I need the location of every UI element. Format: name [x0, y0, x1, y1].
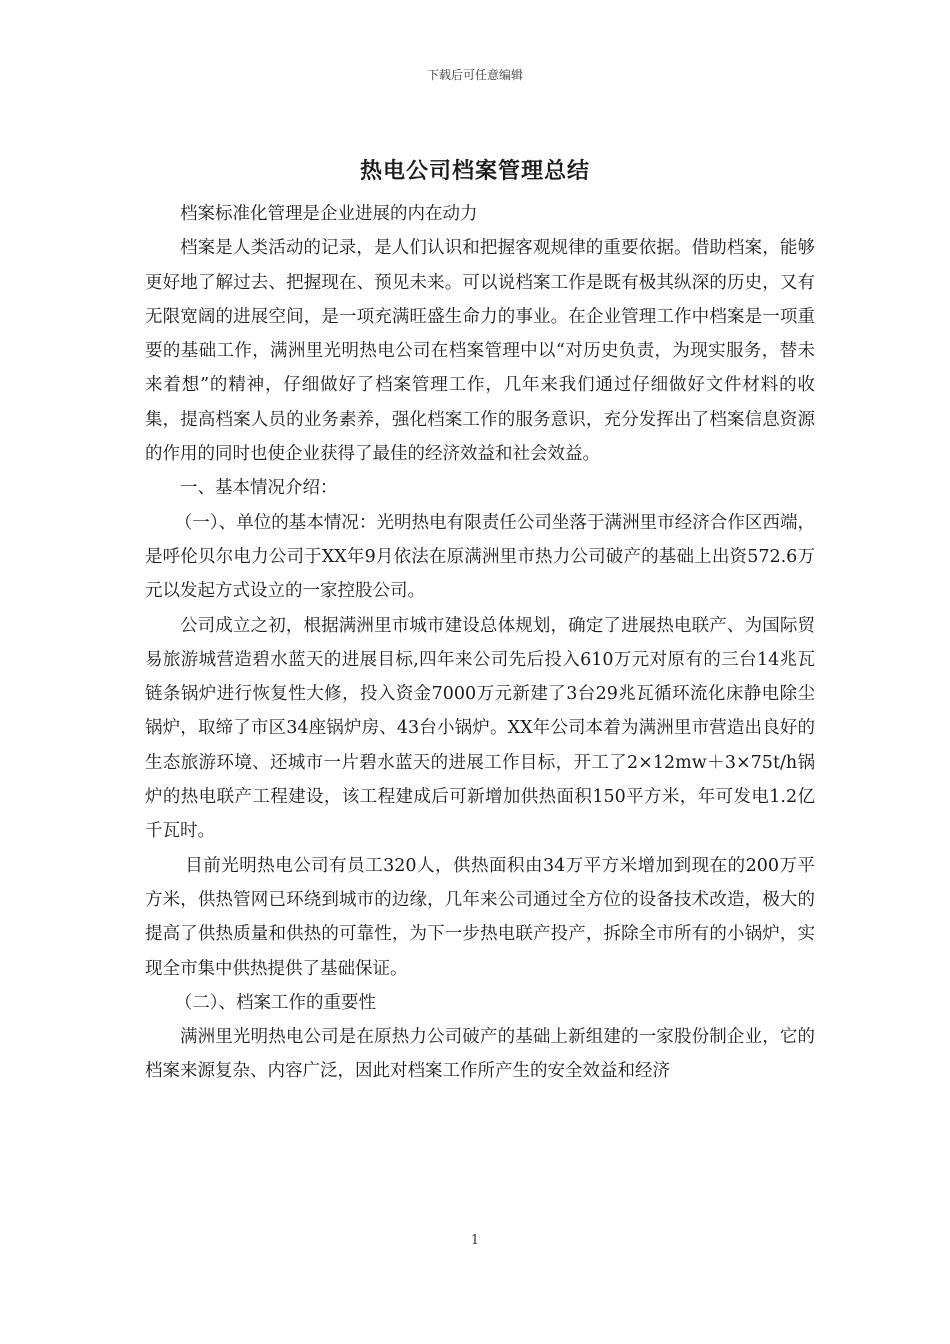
paragraph-intro: 档案是人类活动的记录，是人们认识和把握客观规律的重要依据。借助档案，能够更好地了解过去、把握现在、预见未来。可以说档案工作是既有极其纵深的历史，又有无限宽阔的进展空间，是一项充满旺盛生命力的事业。在企业管理工作中档案是一项重要的基础工作，满洲里光明热电公司在档案管理中以“对历史负责，为现实服务，替未来着想”的精神，仔细做好了档案管理工作，几年来我们通过仔细做好文件材料的收集，提高档案人员的业务素养，强化档案工作的服务意识，充分发挥出了档案信息资源的作用的同时也使企业获得了最佳的经济效益和社会效益。 [145, 238, 815, 465]
paragraph-current-status: 目前光明热电公司有员工320人，供热面积由34万平方米增加到现在的200万平方米，供热管网已环绕到城市的边缘，几年来公司通过全方位的设备技术改造，极大的提高了供热质量和供热的可靠性，为下一步热电联产投产，拆除全市所有的小锅炉，实现全市集中供热提供了基础保证。 [145, 855, 815, 979]
document-body [145, 197, 815, 1089]
paragraph-company-founding: 公司成立之初，根据满洲里市城市建设总体规划，确定了进展热电联产、为国际贸易旅游城营造碧水蓝天的进展目标,四年来公司先后投入610万元对原有的三台14兆瓦链条锅炉进行恢复性大修，投入资金7000万元新建了3台29兆瓦循环流化床静电除尘锅炉，取缔了市区34座锅炉房、43台小锅炉。XX年公司本着为满洲里市营造出良好的生态旅游环境、还城市一片碧水蓝天的进展工作目标，开工了2×12mw＋3×75t/h锅炉的热电联产工程建设，该工程建成后可新增加供热面积150平方米，年可发电1.2亿千瓦时。 [145, 615, 815, 842]
section-heading-importance: （二）、档案工作的重要性 [174, 992, 376, 1013]
paragraph-unit-info: （一）、单位的基本情况：光明热电有限责任公司坐落于满洲里市经济合作区西端，是呼伦贝尔电力公司于XX年9月依法在原满洲里市热力公司破产的基础上出资572.6万元以发起方式设立的一家控股公司。 [145, 512, 815, 602]
paragraph-subtitle: 档案标准化管理是企业进展的内在动力 [180, 204, 478, 224]
paragraph-archive-importance: 满洲里光明热电公司是在原热力公司破产的基础上新组建的一家股份制企业，它的档案来源复杂、内容广泛，因此对档案工作所产生的安全效益和经济 [145, 1027, 815, 1082]
document-title: 热电公司档案管理总结 [359, 158, 590, 184]
page-header-note: 下载后可任意编辑 [426, 68, 523, 82]
section-heading-basic-info: 一、基本情况介绍： [180, 478, 338, 499]
page-number: 1 [470, 1233, 480, 1248]
